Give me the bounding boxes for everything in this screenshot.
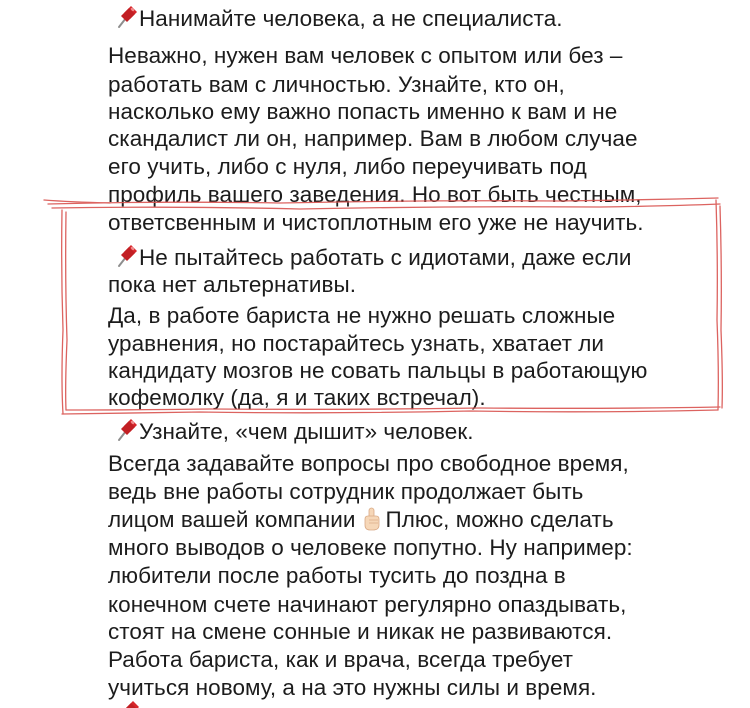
pushpin-icon [116,244,138,268]
section-2-heading-line-2: пока нет альтернативы. [108,272,357,297]
section-1-body-line-3: насколько ему важно попасть именно к вам и не [108,99,618,124]
section-1-body-line-7: ответсвенным и чистоплотным его уже не научить. [108,210,644,235]
section-2-body-line-4: кофемолку (да, я и таких встречал). [108,385,486,410]
section-1-body-line-5: его учить, либо с нуля, либо переучивать под [108,154,587,179]
section-2-body-line-2: уравнения, но постарайтесь узнать, хватает ли [108,331,605,356]
section-3-body-line-7: стоят на смене сонные и никак не развиваются. [108,619,613,644]
section-1-body-line-4: скандалист ли он, например. Вам в любом случае [108,126,638,151]
pushpin-icon [116,5,138,29]
section-3-body-line-9: учиться новому, а на это нужны силы и время. [108,675,597,700]
section-3-body-line-1: Всегда задавайте вопросы про свободное время, [108,451,629,476]
section-3-body-line-4: много выводов о человеке попутно. Ну например: [108,535,633,560]
section-3-body-line-3: лицом вашей компании Плюс, можно сделать [108,507,614,532]
section-3-body-line-8: Работа бариста, как и врача, всегда требует [108,647,574,672]
section-2-body-line-1: Да, в работе бариста не нужно решать сложные [108,303,616,328]
section-2-heading-line-1: Не пытайтесь работать с идиотами, даже если [116,243,632,272]
pushpin-icon [118,700,140,708]
index-pointing-up-icon [360,507,382,531]
section-1-body-line-1: Неважно, нужен вам человек с опытом или без – [108,43,623,68]
section-3-body-line-5: любители после работы тусить до поздна в [108,563,566,588]
section-3-body-line-6: конечном счете начинают регулярно опаздывать, [108,592,627,617]
section-1-body-line-6: профиль вашего заведения. Но вот быть честным, [108,182,642,207]
section-3-body-line-2: ведь вне работы сотрудник продолжает быть [108,479,584,504]
pushpin-icon [116,418,138,442]
section-1-body-line-2: работать вам с личностью. Узнайте, кто он, [108,72,565,97]
section-1-heading: Нанимайте человека, а не специалиста. [116,4,563,33]
section-2-body-line-3: кандидату мозгов не совать пальцы в работающую [108,358,648,383]
section-3-heading: Узнайте, «чем дышит» человек. [116,417,474,446]
